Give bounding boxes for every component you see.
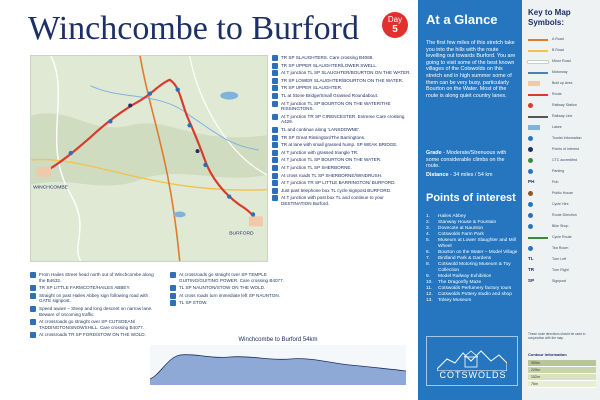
direction-step-text: TR SP SLAUGHTERS. Care crossing B4068. [281,55,374,60]
direction-step-marker [272,70,278,76]
key-symbol-icon [528,224,533,229]
key-symbol-icon [528,169,533,174]
direction-step-text: From Hailes Street head north out of Winchcombe along the B4632. [39,272,154,283]
direction-step-text: At crossroads go straight over SP TEMPLE GUITING/GUITING POWER. Care crossing B4077. [179,272,284,283]
key-symbol-icon [528,136,533,141]
contour-band: 305m [528,360,596,367]
poi-number: 4. [426,232,431,237]
direction-step-marker [272,142,278,148]
direction-step [30,319,154,330]
key-item-label: Railway Station [552,103,577,107]
key-item-label: Tourist Information [552,136,582,140]
direction-step [272,142,412,148]
key-symbol-icon [528,72,548,74]
day-badge [382,12,408,38]
key-symbol-icon [528,213,533,218]
direction-step [272,173,412,179]
key-item [528,254,598,265]
poi-name: Dovecote at Naunton [438,226,484,231]
key-note: These route directions should be used in conjunction with the map. [528,332,586,340]
direction-step-text: TR SP UPPER SLAUGHTER. [281,85,343,91]
direction-step [272,114,412,125]
direction-step-text: TR SP LITTLE FARMCOTE/HAILES ABBEY. [39,285,131,291]
direction-step-marker [272,165,278,171]
contour-band: 229m [528,367,596,374]
poi-number: 11. [426,286,433,291]
map-label-end: BURFORD [229,231,254,237]
key-item [528,166,598,177]
key-item [528,188,598,199]
key-item [528,34,598,45]
direction-step-marker [272,150,278,156]
direction-step [272,70,412,76]
direction-step-marker [272,114,278,120]
key-item-label: Public House [552,191,574,195]
contour-band: 152m [528,374,596,381]
key-item [528,177,598,188]
direction-step-text: TL SP NAUNTON/STOW ON THE WOLD. [179,285,266,291]
direction-step [272,157,412,163]
direction-step [170,300,294,306]
key-item [528,78,598,89]
direction-step-text: At cross roads TL SP SHERBORNE/WINDRUSH. [281,172,383,178]
built-up-area-winchcombe [37,167,51,177]
direction-step-text: At cross roads turn immediate left SP NAUNTON. [179,292,280,298]
logo-hills [437,351,507,371]
direction-step-text: At crossroads go straight over SP CUTSDEAN/ TADDINGTON/SNOWSHILL. Care crossing B4077. [39,319,145,330]
day-number: 5 [392,24,398,35]
poi-number: 13. [426,298,433,303]
key-item-label: Points of Interest [552,147,579,151]
key-symbol-icon [528,237,548,239]
elevation-profile-title: Winchcombe to Burford 54km [238,337,318,343]
key-symbol-icon [528,103,533,108]
direction-step-text: TL SP STOW. [179,300,208,306]
key-symbol-icon [528,147,533,152]
direction-step-text: At T junction TR SP LITTLE BARRINGTON/ BURFORD. [281,180,396,186]
direction-step [30,332,154,338]
direction-step-text: TR SP UPPER SLAUGHTER/LOWER SWELL. [281,62,378,68]
key-item-label: Route Direction [552,213,577,217]
poi-name: Birdland Park & Gardens [438,256,492,261]
key-symbol-icon [528,246,533,251]
direction-step-text: At T junction with post box TL and continue to your DESTINATION Burford. [281,195,384,206]
direction-step-text: Just past telephone box TL cycle signpost BURFORD. [281,187,392,193]
key-item-label: B Road [552,48,564,52]
grade-value: - Moderate/Strenuous with some considerable climbs on the route. [426,150,507,170]
direction-step-text: At T junction TR SP CIRENCESTER. Extreme Care crossing A429. [281,113,405,125]
poi-name: Cotswolds Pottery studio and shop [438,292,512,297]
key-symbol-icon [528,61,548,63]
key-item-label: CTC accredited [552,158,577,162]
direction-step-text: TR SP LOWER SLAUGHTER/BOURTON ON THE WATER. [281,77,404,83]
route-direction-marker[interactable] [227,194,231,198]
key-item [528,56,598,67]
direction-step-marker [170,285,176,291]
direction-step-marker [170,293,176,299]
contour-legend [528,360,596,388]
glance-heading: At a Glance [426,12,498,27]
poi-number: 2. [426,220,431,225]
direction-step-text: TL and continue along 'LANSDOWNE'. [281,126,361,132]
direction-step [272,165,412,171]
key-item-label: Turn Right [552,268,569,272]
key-symbol-icon [528,116,548,118]
key-symbol-icon [528,202,533,207]
poi-number: 6. [426,250,431,255]
direction-step-text: Speed aware – Steep and long descent on narrow lane. Beware of oncoming traffic. [39,305,153,317]
day-label: Day [387,15,403,24]
key-symbol-list [528,34,598,287]
direction-step [30,293,154,304]
direction-step [272,195,412,206]
direction-step-text: At T junction with grassed triangle TR. [281,149,359,155]
direction-step-marker [272,101,278,107]
key-item-label: Cycle Hire [552,202,569,206]
glance-description: The first few miles of this stretch take you into the hills with the route levelling out towards Burford. You are going to visit some of the best known villages of the Cotswolds on this stretch and in high summer some of them can be very busy, particularly Bourton on the Water. Most of the route is along quiet country lanes. [426,40,516,99]
poi-number: 1. [426,214,431,219]
key-item-label: Lakes [552,125,562,129]
direction-step [170,293,294,299]
direction-step-text: At T junction TL SP SLAUGHTER/BOURTON ON THE WATER. [281,70,411,76]
route-map-svg[interactable] [31,56,267,261]
direction-step-marker [170,300,176,306]
direction-step [272,188,412,194]
key-item-label: Route [552,92,562,96]
key-item-label: Pub [552,180,559,184]
brand-name: COTSWOLDS [439,370,507,380]
points-of-interest-list [426,214,520,304]
poi-number: 9. [426,274,431,279]
key-item [528,221,598,232]
direction-step-text: At T junction TL SP BOURTON ON THE WATER. [281,157,382,163]
poi-item [426,262,520,274]
direction-step-marker [272,195,278,201]
direction-step [170,285,294,291]
poi-number: 8. [426,262,431,267]
direction-step-text: TR SP Great Rissington/The Barringtons. [281,134,366,140]
key-item [528,232,598,243]
route-direction-marker[interactable] [176,87,180,91]
poi-name: Museum at Lower Slaughter and Mill Wheel [438,238,516,249]
built-up-area-burford [249,216,263,226]
poi-item [426,238,520,250]
poi-name: The Dragonfly Maze [438,280,482,285]
key-item-label: A Road [552,37,564,41]
direction-step-marker [30,332,36,338]
direction-step-text: Straight on past Hailes Abbey sign following road with GATE signpost. [39,292,149,304]
key-item [528,111,598,122]
direction-step-marker [272,157,278,163]
route-direction-marker[interactable] [69,151,73,155]
key-symbol-icon: SP [528,278,535,283]
key-symbol-icon [528,191,533,196]
key-item-label: Minor Road [552,59,571,63]
key-item-label: Parking [552,169,565,173]
direction-step-marker [272,85,278,91]
grade-label: Grade [426,150,442,156]
direction-step-marker [272,93,278,99]
key-symbol-icon [528,158,533,163]
key-item [528,243,598,254]
direction-step-marker [30,319,36,325]
key-item [528,265,598,276]
key-item [528,210,598,221]
contour-heading: Contour Information [528,352,567,357]
direction-step-marker [272,135,278,141]
direction-step [272,85,412,91]
poi-number: 10. [426,280,433,285]
direction-step-marker [170,272,176,278]
direction-step [272,55,412,61]
poi-name: Tolsey Museum [438,298,472,303]
key-item [528,155,598,166]
lake [220,92,238,100]
logo-cottage [465,357,477,367]
route-direction-marker[interactable] [148,91,152,95]
poi-name: Hailes Abbey [438,214,466,219]
poi-number: 7. [426,256,431,261]
at-a-glance-panel [418,0,522,400]
poi-number: 3. [426,226,431,231]
direction-step-text: TL at Stone Bridge/Small Grassed Roundabout. [281,92,379,98]
direction-step [272,127,412,133]
direction-step-text: At T junction TL SP SHERBORNE. [281,164,352,170]
direction-step [272,63,412,69]
direction-step [30,285,154,291]
poi-name: Stanway House & Fountain [438,220,497,225]
key-symbol-icon [528,94,548,96]
direction-step-marker [272,188,278,194]
key-item-label: Railway Line [552,114,573,118]
distance-value: - 34 miles / 54 km [448,172,493,178]
direction-step [272,135,412,141]
direction-step-marker [272,127,278,133]
direction-step [272,150,412,156]
cotswolds-logo [426,336,518,386]
direction-step-marker [30,272,36,278]
key-item [528,276,598,287]
elevation-profile [150,337,406,385]
direction-step [30,272,154,283]
route-direction-marker[interactable] [251,212,255,216]
distance-info [426,172,518,178]
direction-step [170,272,294,283]
key-item [528,67,598,78]
cotswolds-logo-illustration [437,343,507,371]
key-item [528,122,598,133]
direction-step-text: TR at lane with small grassed hump. SP WEAK BRIDGE. [281,142,398,148]
lake [174,211,186,217]
route-direction-marker[interactable] [203,163,207,167]
key-item-label: Built up Area [552,81,573,85]
key-item [528,45,598,56]
key-symbol-icon: TL [528,256,534,261]
route-map[interactable] [30,55,268,262]
poi-number: 12. [426,292,433,297]
map-key-panel [522,0,600,400]
key-symbol-icon: PH [528,179,535,184]
key-symbol-icon [528,50,548,52]
key-item [528,199,598,210]
key-item [528,100,598,111]
direction-step-marker [272,63,278,69]
direction-step-marker [30,293,36,299]
direction-step-text: At T junction TL SP BOURTON ON THE WATER/THE RISSINGTONS. [281,100,391,112]
point-of-interest-marker[interactable] [128,104,132,108]
key-item-label: Turn Left [552,257,567,261]
page-title: Winchcombe to Burford [28,10,359,47]
key-item-label: Tea Room [552,246,569,250]
poi-name: Cotswolds Perfumery factory tours [438,286,512,291]
key-symbol-icon [528,39,548,41]
route-directions-column-1 [30,272,154,340]
key-item [528,89,598,100]
key-symbol-icon [528,125,540,130]
distance-label: Distance [426,172,449,178]
grade-info [426,150,518,170]
poi-name: Model Railway Exhibition [438,274,492,279]
route-direction-marker[interactable] [187,123,191,127]
map-label-start: WINCHCOMBE [33,185,68,191]
direction-step [272,180,412,186]
direction-step-marker [272,180,278,186]
key-heading: Key to Map Symbols: [528,8,571,27]
point-of-interest-marker[interactable] [196,149,200,153]
poi-item [426,298,520,304]
direction-step [30,306,154,317]
route-directions-column-2 [170,272,294,308]
key-symbol-icon: TR [528,267,535,272]
direction-step [272,93,412,99]
key-item-label: Bike Shop [552,224,569,228]
key-item-label: Cycle Route [552,235,572,239]
direction-step-marker [30,306,36,312]
direction-step-marker [272,78,278,84]
direction-step [272,78,412,84]
direction-step-marker [272,173,278,179]
key-item [528,133,598,144]
poi-name: Bourton on the Water – Model Village [438,250,518,255]
key-item-label: Signpost [552,279,566,283]
direction-step [272,101,412,112]
key-item [528,144,598,155]
key-item-label: Motorway [552,70,568,74]
direction-step-text: At crossroads TR SP FORD/STOW ON THE WOLD. [39,332,146,338]
route-direction-marker[interactable] [108,119,112,123]
route-directions-bottom [30,272,410,338]
poi-heading: Points of interest [426,192,516,204]
key-symbol-icon [528,81,540,86]
poi-name: Cotswolds Farm Park [438,232,484,237]
poi-name: Cotswold Motoring Museum & Toy Collection [438,262,511,273]
elevation-profile-chart [150,345,406,385]
poi-number: 5. [426,238,431,243]
direction-step-marker [30,285,36,291]
contour-band: 76m [528,381,596,388]
direction-step-marker [272,55,278,61]
